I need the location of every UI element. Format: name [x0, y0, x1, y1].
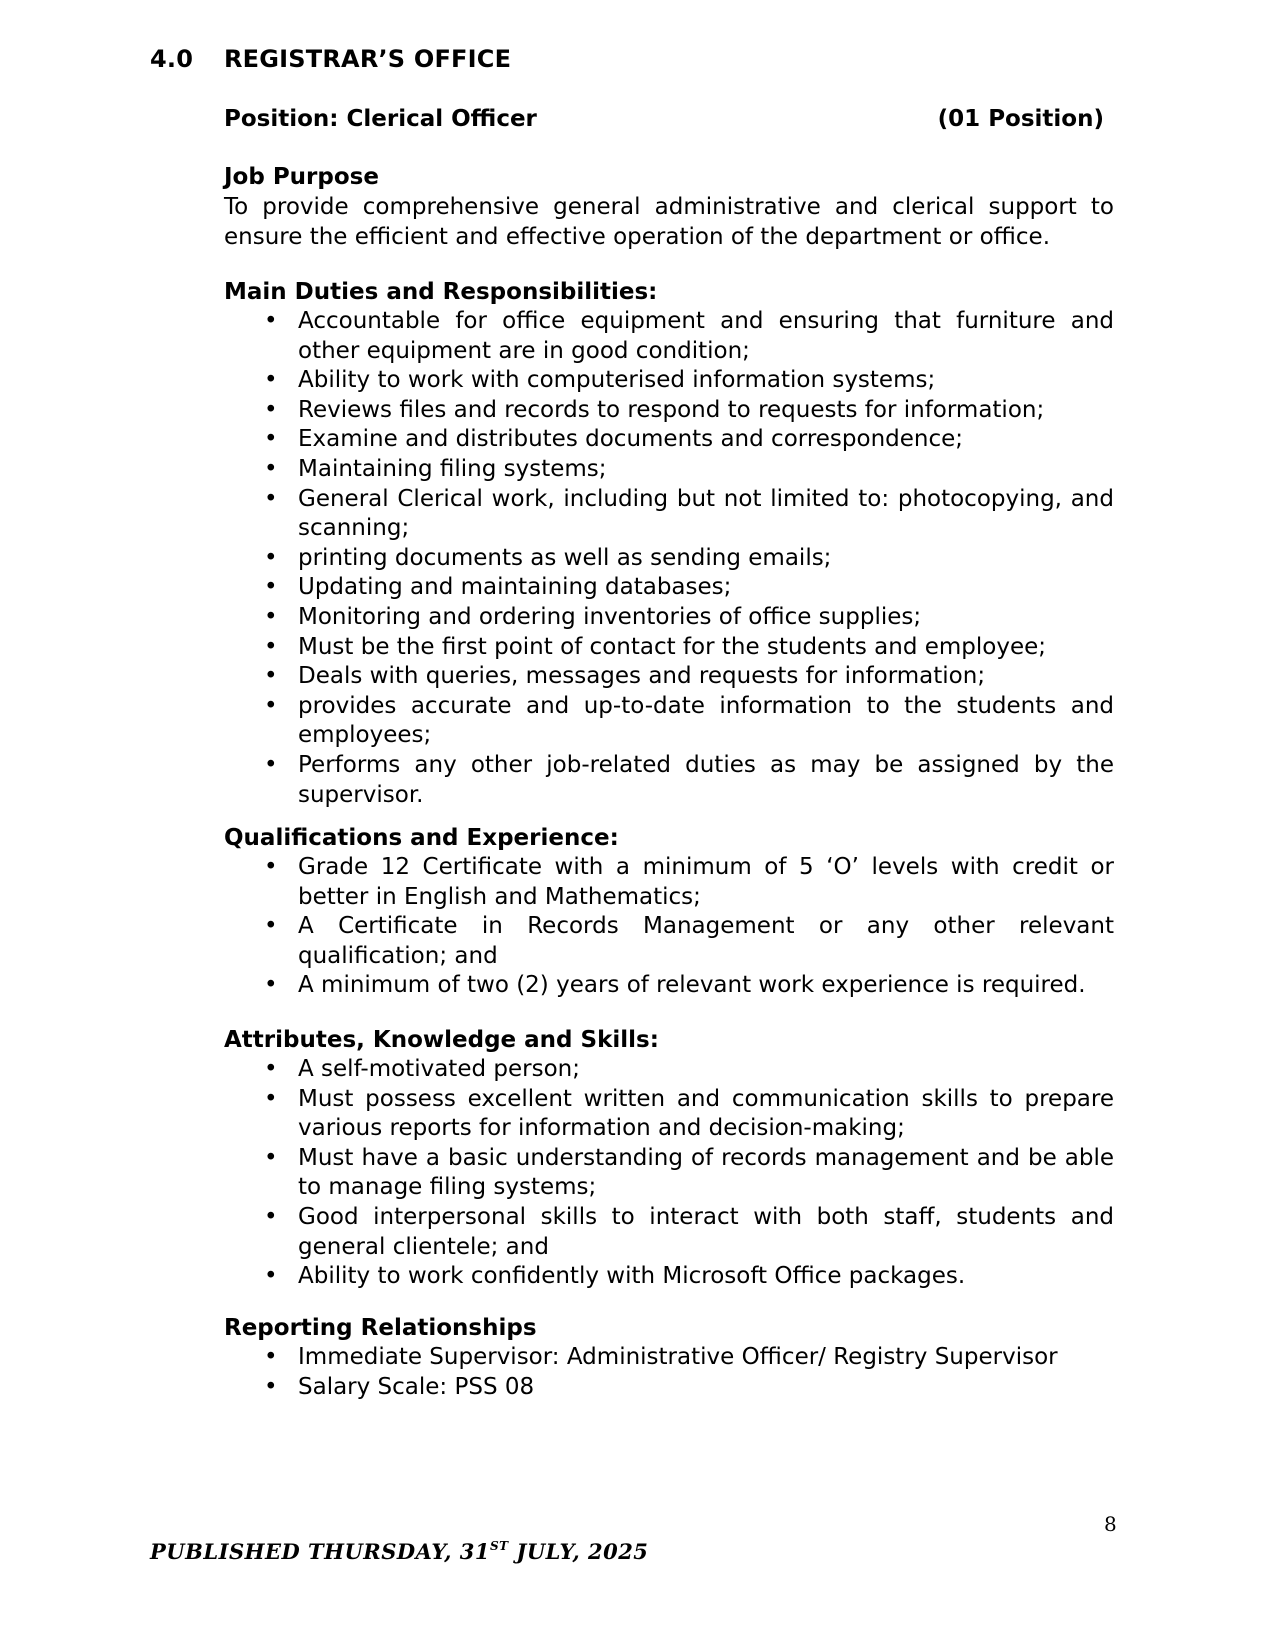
list-item: • Updating and maintaining databases;	[224, 573, 1114, 603]
duties-list	[224, 307, 1114, 810]
footer-date-prefix: PUBLISHED THURSDAY, 31	[150, 1539, 490, 1564]
list-item: • Reviews files and records to respond to requests for information;	[224, 396, 1114, 426]
reporting-heading: Reporting Relationships	[224, 1315, 537, 1341]
list-item: • Must have a basic understanding of records management and be able to manage filing systems;	[224, 1144, 1114, 1203]
qualifications-list	[224, 853, 1114, 1001]
list-item: • Examine and distributes documents and correspondence;	[224, 425, 1114, 455]
footer-date-superscript: ST	[489, 1539, 509, 1553]
list-item: • Maintaining filing systems;	[224, 455, 1114, 485]
list-item: • Good interpersonal skills to interact with both staff, students and general clientele; and	[224, 1203, 1114, 1262]
reporting-list	[224, 1343, 1114, 1402]
section-number: 4.0	[150, 45, 194, 73]
list-item: • Ability to work with computerised information systems;	[224, 366, 1114, 396]
position-count: (01 Position)	[937, 106, 1104, 132]
section-title: REGISTRAR’S OFFICE	[224, 45, 512, 73]
qualifications-heading: Qualifications and Experience:	[224, 825, 619, 851]
attributes-list	[224, 1055, 1114, 1292]
section-heading	[150, 45, 511, 73]
list-item: • Immediate Supervisor: Administrative Officer/ Registry Supervisor	[224, 1343, 1114, 1373]
list-item: • Must be the first point of contact for the students and employee;	[224, 633, 1114, 663]
list-item: • Ability to work confidently with Microsoft Office packages.	[224, 1262, 1114, 1292]
publication-footer	[150, 1539, 648, 1564]
list-item: • A Certificate in Records Management or any other relevant qualification; and	[224, 912, 1114, 971]
reporting-section	[224, 1313, 1114, 1402]
list-item: • Performs any other job-related duties as may be assigned by the supervisor.	[224, 751, 1114, 810]
qualifications-section	[224, 823, 1114, 1001]
page-number: 8	[1104, 1512, 1117, 1536]
duties-heading: Main Duties and Responsibilities:	[224, 279, 658, 305]
position-line	[224, 106, 1104, 132]
list-item: • Deals with queries, messages and requests for information;	[224, 662, 1114, 692]
list-item: • A minimum of two (2) years of relevant work experience is required.	[224, 971, 1114, 1001]
list-item: • Salary Scale: PSS 08	[224, 1373, 1114, 1403]
list-item: • printing documents as well as sending emails;	[224, 544, 1114, 574]
list-item: • Must possess excellent written and communication skills to prepare various reports for information and decision-making;	[224, 1085, 1114, 1144]
list-item: • A self-motivated person;	[224, 1055, 1114, 1085]
list-item: • Accountable for office equipment and ensuring that furniture and other equipment are in good condition;	[224, 307, 1114, 366]
job-purpose-text: To provide comprehensive general administrative and clerical support to ensure the efficient and effective operation of the department or office.	[224, 194, 1114, 250]
position-title: Position: Clerical Officer	[224, 106, 537, 132]
list-item: • General Clerical work, including but not limited to: photocopying, and scanning;	[224, 485, 1114, 544]
footer-date-suffix: JULY, 2025	[508, 1539, 649, 1564]
list-item: • Monitoring and ordering inventories of office supplies;	[224, 603, 1114, 633]
attributes-section	[224, 1025, 1114, 1292]
job-purpose-section	[224, 162, 1114, 252]
duties-section	[224, 277, 1114, 810]
list-item: • provides accurate and up-to-date information to the students and employees;	[224, 692, 1114, 751]
list-item: • Grade 12 Certificate with a minimum of 5 ‘O’ levels with credit or better in English and Mathematics;	[224, 853, 1114, 912]
job-purpose-heading: Job Purpose	[224, 164, 379, 190]
attributes-heading: Attributes, Knowledge and Skills:	[224, 1027, 659, 1053]
